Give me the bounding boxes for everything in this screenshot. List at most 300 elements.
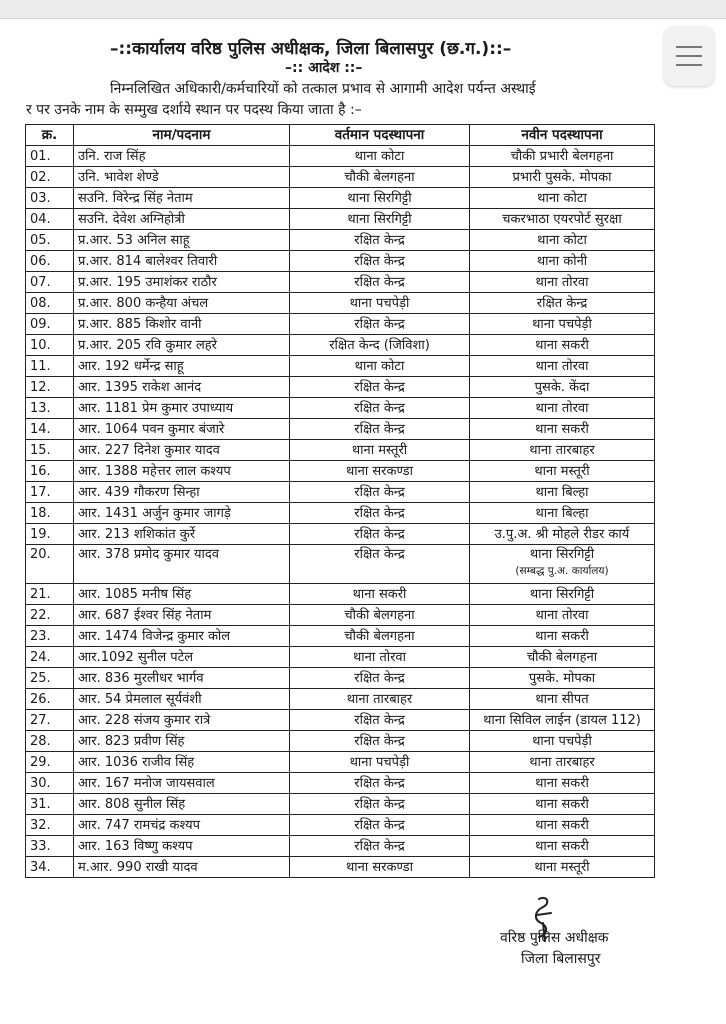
table-row <box>26 752 655 773</box>
serial-cell-text: 06. <box>30 253 51 269</box>
current-posting-cell-text: रक्षित केन्द्र <box>354 379 405 395</box>
serial-cell <box>26 482 74 503</box>
serial-cell-text: 05. <box>30 232 51 248</box>
new-posting-cell <box>470 731 655 752</box>
table-row <box>26 647 655 668</box>
new-posting-cell-text: चौकी बेलगहना <box>526 649 598 665</box>
name-cell <box>74 710 290 731</box>
serial-cell-text: 34. <box>30 859 51 875</box>
intro-line-1: निम्नलिखित अधिकारी/कर्मचारियों को तत्काल प्रभाव से आगामी आदेश पर्यन्त अस्थाई <box>110 81 536 97</box>
name-cell <box>74 752 290 773</box>
new-posting-cell <box>470 167 655 188</box>
serial-cell <box>26 605 74 626</box>
name-cell-text: प्र.आर. 800 कन्हैया अंचल <box>78 295 209 311</box>
serial-cell <box>26 377 74 398</box>
name-cell-text: प्र.आर. 885 किशोर वानी <box>78 316 202 332</box>
table-row <box>26 167 655 188</box>
name-cell <box>74 668 290 689</box>
new-posting-note: (सम्बद्ध पु.अ. कार्यालय) <box>515 565 609 577</box>
current-posting-cell-text: रक्षित केन्द्र <box>354 274 405 290</box>
table-row <box>26 545 655 584</box>
current-posting-cell <box>290 188 470 209</box>
name-cell <box>74 209 290 230</box>
new-posting-cell-text: थाना पचपेड़ी <box>532 316 592 332</box>
current-posting-cell-text: थाना सकरी <box>352 586 407 602</box>
name-cell <box>74 293 290 314</box>
current-posting-cell <box>290 482 470 503</box>
new-posting-cell <box>470 209 655 230</box>
current-posting-cell-text: रक्षित केन्द (जिविशा) <box>329 337 430 353</box>
serial-cell <box>26 251 74 272</box>
current-posting-cell-text: थाना पचपेड़ी <box>349 295 410 311</box>
current-posting-cell <box>290 710 470 731</box>
current-posting-cell <box>290 668 470 689</box>
serial-cell <box>26 167 74 188</box>
name-cell <box>74 146 290 167</box>
new-posting-cell-text: पुसके. केंदा <box>534 379 590 395</box>
order-heading: –:: आदेश ::– <box>285 60 363 76</box>
new-posting-cell <box>470 419 655 440</box>
table-row <box>26 584 655 605</box>
name-cell-text: आर. 1474 विजेन्द्र कुमार कोल <box>78 628 231 644</box>
new-posting-cell-text: रक्षित केन्द्र <box>536 295 588 311</box>
name-cell <box>74 794 290 815</box>
name-cell-text: आर. 192 धर्मेन्द्र साहू <box>78 358 184 374</box>
new-posting-cell-text: थाना सिरगिट्टी <box>529 547 595 562</box>
name-cell <box>74 461 290 482</box>
serial-cell <box>26 314 74 335</box>
name-cell-text: आर. 213 शशिकांत कुर्रे <box>78 526 196 542</box>
table-row <box>26 146 655 167</box>
table-row <box>26 209 655 230</box>
new-posting-cell <box>470 815 655 836</box>
current-posting-cell-text: थाना सिरगिट्टी <box>347 190 412 206</box>
name-cell-text: आर. 1431 अर्जुन कुमार जागड़े <box>78 505 231 521</box>
serial-cell <box>26 647 74 668</box>
name-cell-text: आर. 1181 प्रेम कुमार उपाध्याय <box>78 400 234 416</box>
current-posting-cell-text: रक्षित केन्द्र <box>354 817 405 833</box>
new-posting-cell <box>470 398 655 419</box>
intro-line-2: र पर उनके नाम के सम्मुख दर्शाये स्थान पर पदस्थ किया जाता है :– <box>26 102 362 118</box>
serial-cell-text: 11. <box>30 358 51 374</box>
name-cell-text: आर. 1395 राकेश आनंद <box>78 379 202 395</box>
serial-cell <box>26 356 74 377</box>
table-row <box>26 773 655 794</box>
current-posting-cell <box>290 209 470 230</box>
new-posting-cell <box>470 794 655 815</box>
name-cell <box>74 356 290 377</box>
serial-cell <box>26 815 74 836</box>
current-posting-cell-text: रक्षित केन्द्र <box>354 547 405 562</box>
table-row <box>26 440 655 461</box>
new-posting-cell-text: थाना सकरी <box>535 337 589 353</box>
table-row <box>26 293 655 314</box>
name-cell <box>74 335 290 356</box>
serial-cell <box>26 668 74 689</box>
new-posting-cell <box>470 752 655 773</box>
serial-cell <box>26 440 74 461</box>
serial-cell <box>26 230 74 251</box>
current-posting-cell <box>290 836 470 857</box>
serial-cell <box>26 689 74 710</box>
table-row <box>26 524 655 545</box>
new-posting-cell <box>470 461 655 482</box>
table-row <box>26 836 655 857</box>
current-posting-cell <box>290 794 470 815</box>
table-row <box>26 503 655 524</box>
new-posting-cell <box>470 230 655 251</box>
serial-cell-text: 04. <box>30 211 51 227</box>
current-posting-cell <box>290 545 470 584</box>
current-posting-cell <box>290 356 470 377</box>
new-posting-cell-text: थाना सकरी <box>535 838 589 854</box>
new-posting-cell-text: प्रभारी पुसके. मोपका <box>512 169 612 185</box>
current-posting-cell <box>290 752 470 773</box>
table-row <box>26 356 655 377</box>
new-posting-cell <box>470 314 655 335</box>
current-posting-cell <box>290 251 470 272</box>
name-cell <box>74 605 290 626</box>
name-cell-text: आर. 823 प्रवीण सिंह <box>78 733 185 749</box>
new-posting-cell <box>470 503 655 524</box>
new-posting-cell-text: थाना सकरी <box>535 796 589 812</box>
current-posting-cell <box>290 605 470 626</box>
current-posting-cell-text: थाना सिरगिट्टी <box>347 211 412 227</box>
current-posting-cell-text: चौकी बेलगहना <box>344 607 415 623</box>
table-row <box>26 461 655 482</box>
name-cell-text: प्र.आर. 814 बालेश्वर तिवारी <box>78 253 218 269</box>
current-posting-cell <box>290 314 470 335</box>
new-posting-cell <box>470 668 655 689</box>
current-posting-cell-text: थाना तोरवा <box>352 649 407 665</box>
serial-cell-text: 20. <box>30 547 51 562</box>
new-posting-cell-text: थाना कोटा <box>537 232 587 248</box>
serial-cell-text: 30. <box>30 775 51 791</box>
serial-cell-text: 21. <box>30 586 51 602</box>
current-posting-cell <box>290 293 470 314</box>
table-row <box>26 230 655 251</box>
serial-cell-text: 12. <box>30 379 51 395</box>
current-posting-cell-text: थाना सरकण्डा <box>346 859 413 875</box>
table-row <box>26 377 655 398</box>
new-posting-cell-text: थाना तारबाहर <box>529 754 595 770</box>
current-posting-cell <box>290 398 470 419</box>
new-posting-cell <box>470 146 655 167</box>
current-posting-cell-text: थाना तारबाहर <box>346 691 413 707</box>
current-posting-cell-text: रक्षित केन्द्र <box>354 796 405 812</box>
serial-cell-text: 31. <box>30 796 51 812</box>
current-posting-cell <box>290 773 470 794</box>
serial-cell-text: 25. <box>30 670 51 686</box>
current-posting-cell-text: थाना पचपेड़ी <box>349 754 410 770</box>
name-cell-text: आर. 163 विष्णु कश्यप <box>78 838 193 854</box>
name-cell-text: सउनि. विरेन्द्र सिंह नेताम <box>78 190 193 206</box>
serial-cell-text: 24. <box>30 649 51 665</box>
current-posting-cell-text: रक्षित केन्द्र <box>354 232 405 248</box>
serial-cell-text: 02. <box>30 169 51 185</box>
transfer-table <box>25 124 655 878</box>
table-row <box>26 314 655 335</box>
name-cell <box>74 731 290 752</box>
new-posting-cell-text: थाना कोटा <box>537 190 587 206</box>
name-cell-text: आर. 378 प्रमोद कुमार यादव <box>78 547 219 562</box>
current-posting-cell <box>290 731 470 752</box>
serial-cell <box>26 503 74 524</box>
current-posting-cell <box>290 815 470 836</box>
new-posting-cell <box>470 605 655 626</box>
current-posting-cell <box>290 272 470 293</box>
name-cell <box>74 398 290 419</box>
name-cell <box>74 251 290 272</box>
table-row <box>26 482 655 503</box>
new-posting-cell-text: उ.पु.अ. श्री मोहले रीडर कार्य <box>494 526 630 542</box>
current-posting-cell <box>290 503 470 524</box>
new-posting-cell <box>470 272 655 293</box>
new-posting-cell-text: थाना सकरी <box>535 421 589 437</box>
col-header-serial: क्र. <box>26 125 74 146</box>
current-posting-cell-text: चौकी बेलगहना <box>344 169 415 185</box>
new-posting-cell-text: चौकी प्रभारी बेलगहना <box>510 148 614 164</box>
new-posting-cell-text: थाना सिरगिट्टी <box>529 586 595 602</box>
serial-cell-text: 33. <box>30 838 51 854</box>
serial-cell-text: 03. <box>30 190 51 206</box>
name-cell-text: आर. 747 रामचंद्र कश्यप <box>78 817 200 833</box>
serial-cell-text: 16. <box>30 463 51 479</box>
new-posting-cell <box>470 440 655 461</box>
current-posting-cell <box>290 524 470 545</box>
serial-cell-text: 10. <box>30 337 51 353</box>
signatory-designation: वरिष्ठ पुलिस अधीक्षक <box>500 930 609 946</box>
serial-cell <box>26 836 74 857</box>
serial-cell <box>26 752 74 773</box>
table-row <box>26 335 655 356</box>
current-posting-cell-text: रक्षित केन्द्र <box>354 400 405 416</box>
new-posting-cell-text: चकरभाठा एयरपोर्ट सुरक्षा <box>502 211 622 227</box>
table-row <box>26 794 655 815</box>
current-posting-cell-text: थाना कोटा <box>354 148 405 164</box>
serial-cell <box>26 545 74 584</box>
name-cell <box>74 857 290 878</box>
serial-cell <box>26 272 74 293</box>
serial-cell <box>26 584 74 605</box>
name-cell-text: आर. 1064 पवन कुमार बंजारे <box>78 421 225 437</box>
name-cell <box>74 647 290 668</box>
name-cell-text: आर.1092 सुनील पटेल <box>78 649 194 665</box>
current-posting-cell-text: रक्षित केन्द्र <box>354 526 405 542</box>
new-posting-cell <box>470 188 655 209</box>
name-cell <box>74 524 290 545</box>
name-cell-text: आर. 228 संजय कुमार रात्रे <box>78 712 211 728</box>
name-cell-text: आर. 54 प्रेमलाल सूर्यवंशी <box>78 691 202 707</box>
col-header-current-posting: वर्तमान पदस्थापना <box>290 125 470 146</box>
current-posting-cell-text: रक्षित केन्द्र <box>354 505 405 521</box>
table-row <box>26 188 655 209</box>
serial-cell-text: 28. <box>30 733 51 749</box>
current-posting-cell <box>290 377 470 398</box>
name-cell <box>74 440 290 461</box>
serial-cell <box>26 146 74 167</box>
serial-cell <box>26 188 74 209</box>
name-cell <box>74 482 290 503</box>
name-cell-text: प्र.आर. 195 उमाशंकर राठौर <box>78 274 217 290</box>
table-row <box>26 251 655 272</box>
serial-cell-text: 27. <box>30 712 51 728</box>
serial-cell <box>26 773 74 794</box>
new-posting-cell-text: थाना सकरी <box>535 817 589 833</box>
serial-cell-text: 07. <box>30 274 51 290</box>
name-cell-text: आर. 1388 महेत्तर लाल कश्यप <box>78 463 231 479</box>
table-row <box>26 272 655 293</box>
serial-cell-text: 26. <box>30 691 51 707</box>
new-posting-cell <box>470 857 655 878</box>
new-posting-cell-text: थाना सिविल लाईन (डायल 112) <box>483 712 641 728</box>
table-row <box>26 815 655 836</box>
name-cell <box>74 503 290 524</box>
table-row <box>26 419 655 440</box>
serial-cell-text: 22. <box>30 607 51 623</box>
name-cell-text: उनि. भावेश शेण्डे <box>78 169 159 185</box>
new-posting-cell-text: थाना मस्तूरी <box>534 463 590 479</box>
name-cell <box>74 230 290 251</box>
current-posting-cell <box>290 857 470 878</box>
serial-cell-text: 08. <box>30 295 51 311</box>
current-posting-cell-text: रक्षित केन्द्र <box>354 733 405 749</box>
current-posting-cell <box>290 647 470 668</box>
name-cell-text: आर. 227 दिनेश कुमार यादव <box>78 442 220 458</box>
name-cell-text: आर. 1036 राजीव सिंह <box>78 754 195 770</box>
serial-cell <box>26 626 74 647</box>
current-posting-cell-text: रक्षित केन्द्र <box>354 712 405 728</box>
new-posting-cell-text: थाना पचपेड़ी <box>532 733 592 749</box>
serial-cell-text: 01. <box>30 148 51 164</box>
new-posting-cell-text: पुसके. मोपका <box>528 670 596 686</box>
table-row <box>26 605 655 626</box>
new-posting-cell <box>470 524 655 545</box>
serial-cell <box>26 857 74 878</box>
name-cell-text: आर. 836 मुरलीधर भार्गव <box>78 670 204 686</box>
current-posting-cell <box>290 689 470 710</box>
new-posting-cell-text: थाना कोनी <box>536 253 588 269</box>
name-cell <box>74 272 290 293</box>
serial-cell-text: 13. <box>30 400 51 416</box>
new-posting-cell <box>470 293 655 314</box>
name-cell <box>74 167 290 188</box>
table-row <box>26 710 655 731</box>
table-row <box>26 668 655 689</box>
current-posting-cell-text: रक्षित केन्द्र <box>354 253 405 269</box>
table-header-row <box>26 125 655 146</box>
serial-cell <box>26 710 74 731</box>
new-posting-cell <box>470 482 655 503</box>
new-posting-cell-text: थाना मस्तूरी <box>534 859 590 875</box>
name-cell <box>74 188 290 209</box>
serial-cell-text: 15. <box>30 442 51 458</box>
name-cell-text: म.आर. 990 राखी यादव <box>78 859 198 875</box>
new-posting-cell <box>470 626 655 647</box>
new-posting-cell <box>470 773 655 794</box>
serial-cell-text: 17. <box>30 484 51 500</box>
serial-cell-text: 23. <box>30 628 51 644</box>
serial-cell-text: 32. <box>30 817 51 833</box>
name-cell <box>74 314 290 335</box>
name-cell-text: आर. 1085 मनीष सिंह <box>78 586 192 602</box>
new-posting-cell <box>470 251 655 272</box>
name-cell-text: आर. 167 मनोज जायसवाल <box>78 775 215 791</box>
new-posting-cell-text: थाना तोरवा <box>535 400 589 416</box>
current-posting-cell <box>290 440 470 461</box>
serial-cell <box>26 461 74 482</box>
current-posting-cell-text: थाना मस्तूरी <box>351 442 408 458</box>
name-cell-text: आर. 439 गौकरण सिन्हा <box>78 484 200 500</box>
new-posting-cell-text: थाना बिल्हा <box>535 505 589 521</box>
signatory-district: जिला बिलासपुर <box>521 951 601 967</box>
new-posting-cell-text: थाना सकरी <box>535 775 589 791</box>
name-cell <box>74 419 290 440</box>
new-posting-cell <box>470 710 655 731</box>
name-cell-text: उनि. राज सिंह <box>78 148 146 164</box>
name-cell-text: आर. 808 सुनील सिंह <box>78 796 186 812</box>
name-cell <box>74 773 290 794</box>
col-header-name: नाम/पदनाम <box>74 125 290 146</box>
name-cell-text: प्र.आर. 53 अनिल साहू <box>78 232 190 248</box>
table-row <box>26 857 655 878</box>
name-cell <box>74 377 290 398</box>
serial-cell <box>26 335 74 356</box>
new-posting-cell <box>470 377 655 398</box>
serial-cell-text: 19. <box>30 526 51 542</box>
table-row <box>26 626 655 647</box>
serial-cell-text: 29. <box>30 754 51 770</box>
new-posting-cell-text: थाना तोरवा <box>535 358 589 374</box>
table-row <box>26 689 655 710</box>
current-posting-cell-text: रक्षित केन्द्र <box>354 484 405 500</box>
name-cell <box>74 584 290 605</box>
current-posting-cell <box>290 146 470 167</box>
new-posting-cell <box>470 647 655 668</box>
serial-cell-text: 18. <box>30 505 51 521</box>
new-posting-cell-text: थाना सीपत <box>535 691 589 707</box>
current-posting-cell-text: चौकी बेलगहना <box>344 628 415 644</box>
current-posting-cell <box>290 335 470 356</box>
serial-cell <box>26 209 74 230</box>
new-posting-cell-text: थाना बिल्हा <box>535 484 589 500</box>
current-posting-cell-text: रक्षित केन्द्र <box>354 421 405 437</box>
current-posting-cell-text: रक्षित केन्द्र <box>354 316 405 332</box>
name-cell <box>74 689 290 710</box>
name-cell-text: प्र.आर. 205 रवि कुमार लहरे <box>78 337 217 353</box>
current-posting-cell <box>290 461 470 482</box>
name-cell <box>74 626 290 647</box>
current-posting-cell-text: रक्षित केन्द्र <box>354 670 405 686</box>
new-posting-cell-text: थाना तारबाहर <box>529 442 595 458</box>
new-posting-cell-text: थाना सकरी <box>535 628 589 644</box>
current-posting-cell <box>290 626 470 647</box>
table-row <box>26 398 655 419</box>
current-posting-cell-text: थाना कोटा <box>354 358 405 374</box>
table-row <box>26 731 655 752</box>
serial-cell <box>26 398 74 419</box>
serial-cell <box>26 419 74 440</box>
col-header-new-posting: नवीन पदस्थापना <box>470 125 655 146</box>
new-posting-cell <box>470 335 655 356</box>
new-posting-cell <box>470 689 655 710</box>
serial-cell <box>26 293 74 314</box>
table-body <box>26 146 655 878</box>
serial-cell <box>26 794 74 815</box>
name-cell <box>74 836 290 857</box>
serial-cell <box>26 524 74 545</box>
new-posting-cell-text: थाना तोरवा <box>535 274 589 290</box>
